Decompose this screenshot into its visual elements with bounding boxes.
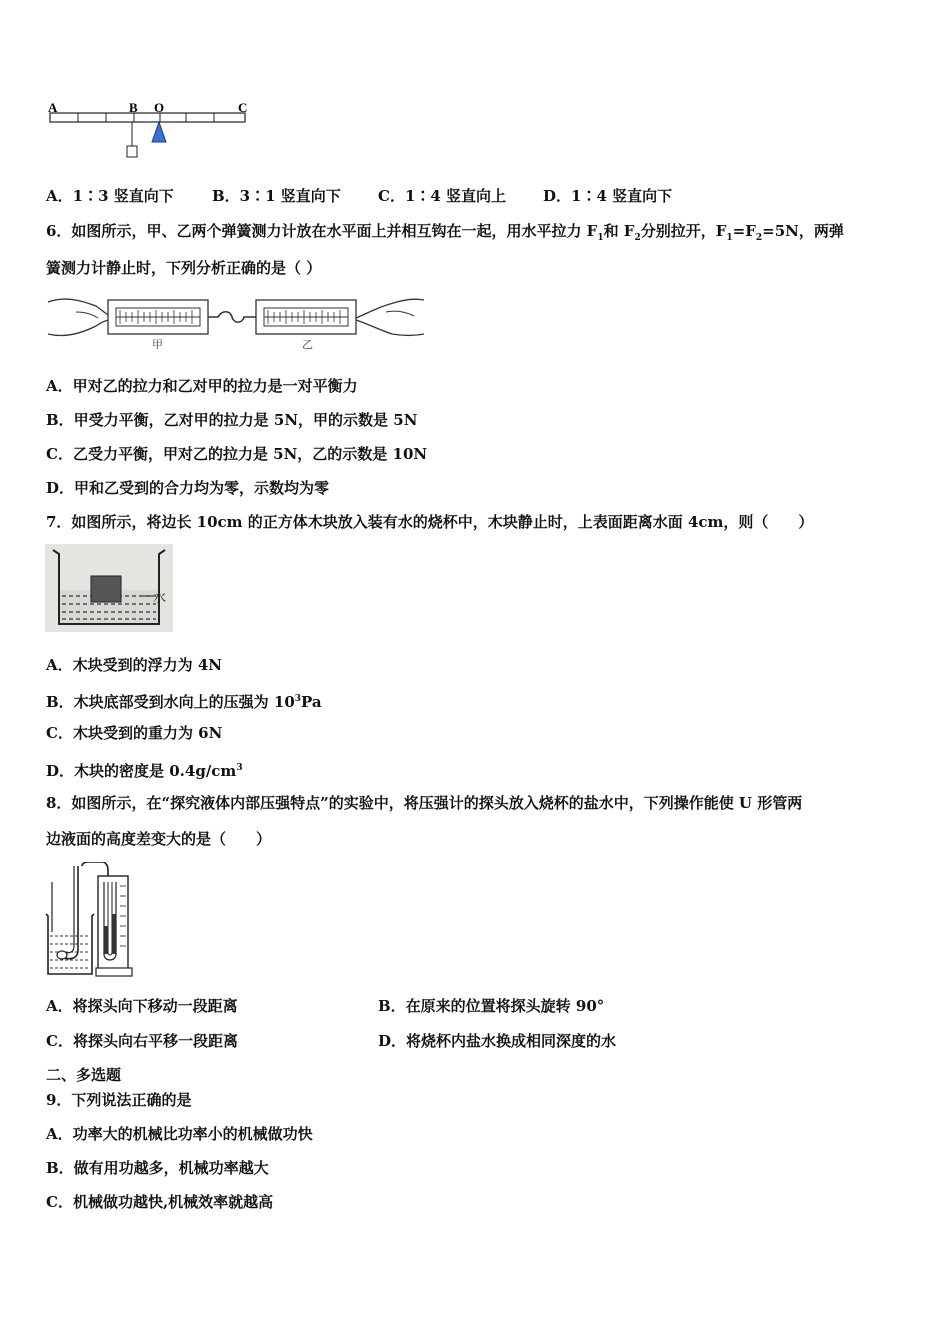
- q7-option-b: B．木块底部受到水向上的压强为 $10^3Pa$: [46, 693, 322, 711]
- q6-option-b: B．甲受力平衡，乙对甲的拉力是 5N，甲的示数是 5N: [46, 411, 418, 429]
- lever-figure: [46, 98, 258, 162]
- q6-stem-line1: 6．如图所示，甲、乙两个弹簧测力计放在水平面上并相互钩在一起，用水平拉力 $F_1$和 $F_2$分别拉开，$F_1=F_2=5N$，两弹: [46, 222, 844, 243]
- water-label: 水: [153, 591, 167, 606]
- probe-icon: [57, 951, 67, 959]
- lever-label-b: B: [129, 100, 138, 115]
- lever-label-a: A: [48, 100, 58, 115]
- q8-stem-line1: 8．如图所示，在“探究液体内部压强特点”的实验中，将压强计的探头放入烧杯的盐水中，下列操作能使 U 形管两: [46, 794, 803, 812]
- lever-label-c: C: [238, 100, 248, 115]
- spring-scales-figure: [46, 290, 426, 352]
- q7-option-d: D．木块的密度是 $0.4g/cm^3$: [46, 762, 243, 780]
- q9-option-b: B．做有用功越多，机械功率越大: [46, 1159, 269, 1177]
- q8-option-a: A．将探头向下移动一段距离: [46, 997, 238, 1015]
- q7-option-c: C．木块受到的重力为 6N: [46, 724, 223, 742]
- q8-option-b: B．在原来的位置将探头旋转 90°: [378, 997, 605, 1015]
- lever-label-o: O: [154, 100, 165, 115]
- q6-option-d: D．甲和乙受到的合力均为零，示数均为零: [46, 479, 330, 497]
- q8-option-c: C．将探头向右平移一段距离: [46, 1032, 238, 1050]
- pressure-gauge-figure: [44, 862, 136, 980]
- q6-option-c: C．乙受力平衡，甲对乙的拉力是 5N，乙的示数是 10N: [46, 445, 428, 463]
- fulcrum-icon: [152, 122, 166, 142]
- q7-option-a: A．木块受到的浮力为 4N: [46, 656, 223, 674]
- scale-label-jia: 甲: [152, 338, 163, 351]
- q8-stem-line2: 边液面的高度差变大的是（ ）: [46, 830, 272, 848]
- q5-option-b: B．3∶1 竖直向下: [212, 187, 341, 205]
- scale-label-yi: 乙: [302, 338, 313, 351]
- q5-option-a: A．1∶3 竖直向下: [46, 187, 174, 205]
- q7-stem: 7．如图所示，将边长 10cm 的正方体木块放入装有水的烧杯中，木块静止时，上表面距离水面 4cm，则（ ）: [46, 513, 814, 531]
- wood-block: [91, 576, 121, 602]
- section-heading: 二、多选题: [46, 1066, 122, 1084]
- beaker-figure: [45, 544, 173, 632]
- q5-option-c: C．1∶4 竖直向上: [378, 187, 507, 205]
- q5-option-d: D．1∶4 竖直向下: [543, 187, 673, 205]
- q9-option-a: A．功率大的机械比功率小的机械做功快: [46, 1125, 313, 1143]
- q6-option-a: A．甲对乙的拉力和乙对甲的拉力是一对平衡力: [46, 377, 358, 395]
- q6-stem-line2: 簧测力计静止时，下列分析正确的是（ ）: [46, 259, 322, 277]
- q8-option-d: D．将烧杯内盐水换成相同深度的水: [378, 1032, 617, 1050]
- q9-option-c: C．机械做功越快,机械效率就越高: [46, 1193, 274, 1211]
- q9-stem: 9．下列说法正确的是: [46, 1091, 192, 1109]
